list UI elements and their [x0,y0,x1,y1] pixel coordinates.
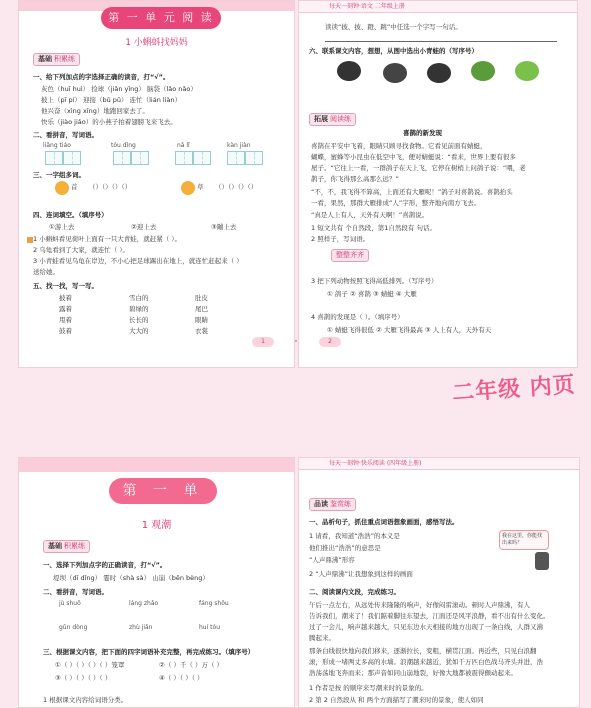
page-number: 2 [319,337,341,347]
passage-line: 告诉我们，潮来了！我们踮着脚往东望去，江面还是风平浪静，看不出有什么变化。 [309,612,550,620]
option: ③蹦上去 [211,223,237,231]
story-line: 一看，果然，那群大雁排成“人”字形，整齐地向南方飞去。 [311,199,481,207]
q5-cell: 大大的 [129,327,149,335]
lesson-title: 1 小蝌蚪找妈妈 [125,38,188,48]
q5-cell: 尾巴 [195,305,208,313]
bee-icon [55,181,69,195]
writing-box[interactable] [193,151,211,165]
q5-cell: 眼睛 [195,316,208,324]
writing-box[interactable] [63,151,81,165]
page-2 [298,0,578,368]
tag-icon: 拓展 [314,115,328,123]
pinyin: láng zhǎo [129,600,159,607]
passage-line: 腾起来。 [309,634,335,642]
question-line: 3 把下列动物按照飞得高低排列。（写序号） [311,277,438,285]
frog-icon [515,61,539,81]
example-tag [331,249,369,262]
page-3 [18,457,295,708]
q5-cell: 肚皮 [195,294,208,302]
q1-row: 2 “人声鼎沸”让我想象到这样的画面 [309,570,413,578]
q5-cell: 碧绿的 [129,305,149,313]
q5-cell: 披着 [59,294,72,302]
q1-row: 披上（pī pí） 迎接（bǔ pǔ） 连忙（lián liàn） [41,96,182,104]
writing-box[interactable] [113,151,131,165]
writing-box[interactable] [131,151,149,165]
q2-text: 二、看拼音，写词语。 [43,588,108,596]
vessel-icon [535,552,549,570]
story-line: “不，不，我飞得不算高，上面还有大雁呢！”鸽子对喜鹊说。喜鹊抬头 [311,188,513,196]
answer-line[interactable] [325,41,557,42]
top-line: 读读“披、披、蹬、跳”中任选一个字写一句话。 [325,23,462,31]
watermark: 二年级 内页 [451,372,577,407]
writing-box[interactable] [175,151,193,165]
q5-text: 五、找一找，写一写。 [33,282,98,290]
passage-line: 那条白线很快地向我们移来，逐渐拉长，变粗，横贯江面。再近些，只见白浪翻 [309,647,537,655]
q2-text: 二、看拼音，写词语。 [33,131,98,139]
q1-text: 一、给下列加点的字选择正确的读音，打“√”。 [33,73,170,81]
q5-cell: 甩着 [59,316,72,324]
question-line: 2 照样子，写词语。 [311,235,370,243]
pinyin: fáng shǒu [199,600,229,607]
pink-bar [19,458,294,472]
tag-label: 鉴赏练 [330,500,351,508]
section-tag [33,53,80,66]
section-tag [309,113,356,126]
pinyin: nǎ lǐ [177,142,190,149]
q3-row: ③（ ）（ ）（ ）（ ） [55,674,112,682]
pinyin: kàn jiàn [227,142,251,149]
page-number: 1 [252,337,274,347]
lesson-title: 1 观潮 [141,520,172,531]
writing-box[interactable] [245,151,263,165]
q3-text: 三、根据课文内容，把下面的四字词语补充完整，再完成练习。（填序号） [43,648,255,656]
q5-cell: 衣裳 [195,327,208,335]
writing-box[interactable] [227,151,245,165]
story-line: 蝴蝶，蜜蜂等小昆虫在低空中飞，便对蜻蜓说：“看来，世界上要有很多 [311,153,516,161]
question-line: 4 喜鹊的发现是（ ）。（填序号） [311,313,404,321]
pinyin: tóu dǐng [111,142,136,149]
page-header: 每天一刻钟·语文 二年级上册 [299,1,577,13]
tag-icon: 基础 [38,55,52,63]
story-title: 喜鹊的新发现 [403,129,442,137]
q1-row: 他兴奋（xìng xīng）地跑回家去了。 [41,107,149,115]
story-line: 喜鹊在平安中飞着，眼睛只顾寻找食物。它看见前面有蜻蜓， [311,142,487,150]
q3-char: 首 [71,183,78,191]
story-line: “真是人上有人，天外有天啊！”喜鹊说。 [311,211,429,219]
q1-row: 堤坝（dī dǐng） 霎时（shà sà） 山崩（bēn bèng） [53,574,209,582]
unit-banner: 第 一 单 元 阅 读 [101,7,221,29]
frog-icon [471,61,495,81]
passage-line: 过了一会儿，响声越来越大，只见东边水天相接的地方出现了一条白线，人群又沸 [309,623,543,631]
tag-icon: 基础 [48,542,62,550]
question-line: 2 第 2 自然段从 和 两个方面描写了潮来时的景象，使人如同 [309,696,484,704]
q1-row: “人声鼎沸”形容 [309,556,355,564]
q5-cell: 长长的 [129,316,149,324]
q6-text: 六、联系课文内容，想想，从图中选出小青蛙的（写序号） [309,47,478,55]
tag-label: 积累练 [64,542,85,550]
speech-bubble: 我在这里，你能找出来吗？ [499,530,549,550]
page-4 [298,457,580,708]
pinyin: jù shuō [59,600,81,607]
q3-row: ①（ ）（ ）（ ）（ ）笼罩 [55,661,125,669]
pinyin: zhù jiǎn [129,624,153,631]
page-header: 每天一刻钟·快乐阅读 (四年级上册) [299,458,579,470]
question-line: ① 鸽子 ② 喜鹊 ③ 蜻蜓 ④ 大雁 [327,290,417,298]
question-line: 1 作者是按 的顺序来写潮来时的景象的。 [309,684,428,692]
q1-text: 一、选择下列加点字的正确读音，打“√”。 [43,561,167,569]
page-1 [18,0,295,368]
q4-row: 3 小青蛙看见乌龟在岸边，不小心把足球踢出在地上，就连忙赶起来（ ） [33,257,243,265]
passage-line: 午后一点左右，从远处传来隆隆的响声，好像闷雷滚动。顿时人声鼎沸，有人 [309,601,530,609]
q1-row: 快乐（jiào jiǎo）的小燕子拍着翅膀飞来飞去。 [41,118,177,126]
q1-text: 一、品析句子，抓住重点词语想象画面，感悟写法。 [309,518,459,526]
q3-row: ②（ ）千（ ）万（ ） [159,661,224,669]
q4-text: 1 根据课文内容给词语分类。 [43,696,128,704]
writing-box[interactable] [45,151,63,165]
passage-line: 滚，形成一堵两丈多高的水墙。浪潮越来越近，犹如千万匹白色战马齐头并进，浩 [309,658,543,666]
q1-row: 灰色（huī huì） 捡球（jiǎn yǐng） 脑袋（lǎo nǎo） [41,85,197,93]
q2-text: 二、阅读课内文段，完成练习。 [309,588,400,596]
q1-row: 他们推出“浩浩”的意思是 [309,544,381,552]
question-line: ① 蜻蜓飞得很低 ② 大雁飞得最高 ③ 人上有人，天外有天 [327,326,492,334]
option: ②迎上去 [131,223,157,231]
q4-row: 1 小蝌蚪看见荷叶上面有一只大青蛙，就赶紧（ ）。 [33,235,182,243]
story-line: 鹊子，你飞得那么高那么远？” [311,175,399,183]
q5-cell: 雪白的 [129,294,149,302]
story-line: 屋子。“它往上一看，一群鸽子在天上飞，它停在树梢上问鸽子说：“喂，老 [311,164,526,172]
q3-text: 三、一字组多词。 [33,171,85,179]
tadpole-icon [383,63,407,83]
pinyin: liǎng tiáo [43,142,71,149]
pinyin: huí tóu [199,624,221,631]
q4-text: 四、连词填空。（填序号） [33,211,108,219]
tag-label: 积累练 [54,55,75,63]
bee-icon [181,181,195,195]
q5-cell: 露着 [59,305,72,313]
q3-blanks: （）（）（）（） [89,183,132,191]
tag-icon: 品读 [314,500,328,508]
tadpole-icon [337,61,361,81]
section-tag [309,498,356,511]
tadpole-icon [427,63,451,83]
option: ①游上去 [49,223,75,231]
question-line: 1 短文共有 个自然段，第1自然段有 句话。 [311,224,436,232]
passage-line: 浩荡荡地飞奔而来；那声音如同山崩地裂，好像大地都被震得颤动起来。 [309,669,517,677]
unit-banner: 第 一 单 元 [109,478,217,504]
q3-blanks: （）（）（）（） [215,183,258,191]
example-text: 整整齐齐 [336,251,364,259]
section-tag [43,540,90,553]
pinyin: gǔn dòng [59,624,88,631]
q3-row: ④（ ）（ ）（ ） [159,674,204,682]
q4-row: 送给她。 [33,268,59,276]
q1-row: 1 请看，我知道“浩浩”的本义是 [309,532,400,540]
q5-cell: 鼓着 [59,327,72,335]
tag-label: 阅读练 [330,115,351,123]
q3-char: 草 [197,183,204,191]
q4-row: 2 乌龟看到了大家，就连忙（ ）。 [33,246,130,254]
